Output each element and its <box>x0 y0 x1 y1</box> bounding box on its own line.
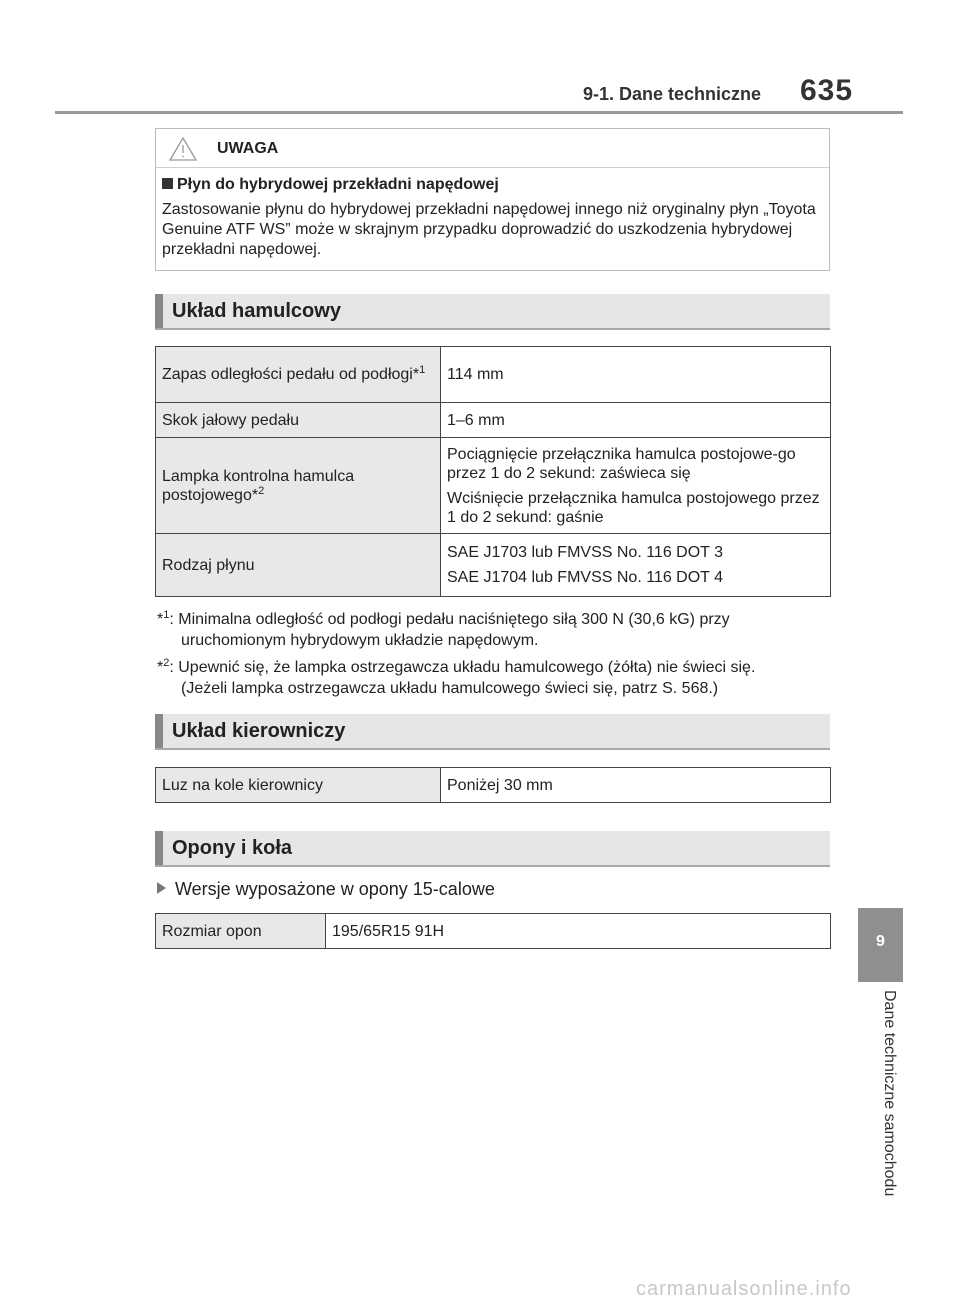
table-value: Pociągnięcie przełącznika hamulca postojowe-go przez 1 do 2 sekund: zaświeca się Wciśnięcie przełącznika hamulca postojowego przez 1 do 2 sekund: gaśnie <box>441 438 831 534</box>
table-key: Zapas odległości pedału od podłogi*$^1$ <box>156 347 441 403</box>
table-row <box>156 347 831 403</box>
tires-table <box>155 913 831 949</box>
table-row <box>156 914 831 949</box>
chapter-number: 9 <box>876 933 885 950</box>
triangle-bullet-icon <box>157 882 166 894</box>
section-reference: 9-1. Dane techniczne <box>583 84 762 104</box>
watermark: carmanualsonline.info <box>636 1278 852 1300</box>
table-key: Rozmiar opon <box>156 914 326 949</box>
warning-header <box>156 129 829 168</box>
section-header-tires <box>155 831 830 867</box>
table-value: 195/65R15 91H <box>326 914 831 949</box>
chapter-tab <box>858 908 903 982</box>
table-row <box>156 438 831 534</box>
table-value: Poniżej 30 mm <box>441 768 831 803</box>
table-key: Rodzaj płynu <box>156 534 441 597</box>
section-header-brakes <box>155 294 830 330</box>
table-row <box>156 403 831 438</box>
footnote-1: *$^1$: Minimalna odległość od podłogi pedału naciśniętego siłą 300 N (30,6 kG) przy uruchomionym hybrydowym układzie napędowym. <box>157 609 730 649</box>
table-row <box>156 768 831 803</box>
square-bullet-icon <box>162 178 173 189</box>
steering-table <box>155 767 831 803</box>
table-row <box>156 534 831 597</box>
table-key: Luz na kole kierownicy <box>156 768 441 803</box>
table-key: Lampka kontrolna hamulca postojowego*$^2$ <box>156 438 441 534</box>
chapter-label: Dane techniczne samochodu <box>881 990 898 1197</box>
table-key: Skok jałowy pedału <box>156 403 441 438</box>
warning-triangle-icon <box>169 137 197 161</box>
header-rule <box>55 111 903 114</box>
warning-box <box>155 128 830 271</box>
brakes-table <box>155 346 831 597</box>
warning-title: UWAGA <box>217 140 279 157</box>
section-title-tires: Opony i koła <box>172 837 293 859</box>
tire-variant-heading: Wersje wyposażone w opony 15-calowe <box>157 879 495 900</box>
section-title-brakes: Układ hamulcowy <box>172 300 341 322</box>
footnote-2: *$^2$: Upewnić się, że lampka ostrzegawcza układu hamulcowego (żółta) nie świeci się. (Jeżeli lampka ostrzegawcza układu hamulcowego świeci się, patrz S. 568.) <box>157 657 756 697</box>
table-value: 114 mm <box>441 347 831 403</box>
warning-text: Zastosowanie płynu do hybrydowej przekładni napędowej innego niż oryginalny płyn „Toyota Genuine ATF WS” może w skrajnym przypadku doprowadzić do uszkodzenia hybrydowej przekładni napędowej. <box>162 201 816 258</box>
page-number: 635 <box>800 74 854 107</box>
table-value: SAE J1703 lub FMVSS No. 116 DOT 3 SAE J1704 lub FMVSS No. 116 DOT 4 <box>441 534 831 597</box>
section-header-steering <box>155 714 830 750</box>
warning-subtitle: Płyn do hybrydowej przekładni napędowej <box>162 176 499 194</box>
section-title-steering: Układ kierowniczy <box>172 720 346 742</box>
table-value: 1–6 mm <box>441 403 831 438</box>
